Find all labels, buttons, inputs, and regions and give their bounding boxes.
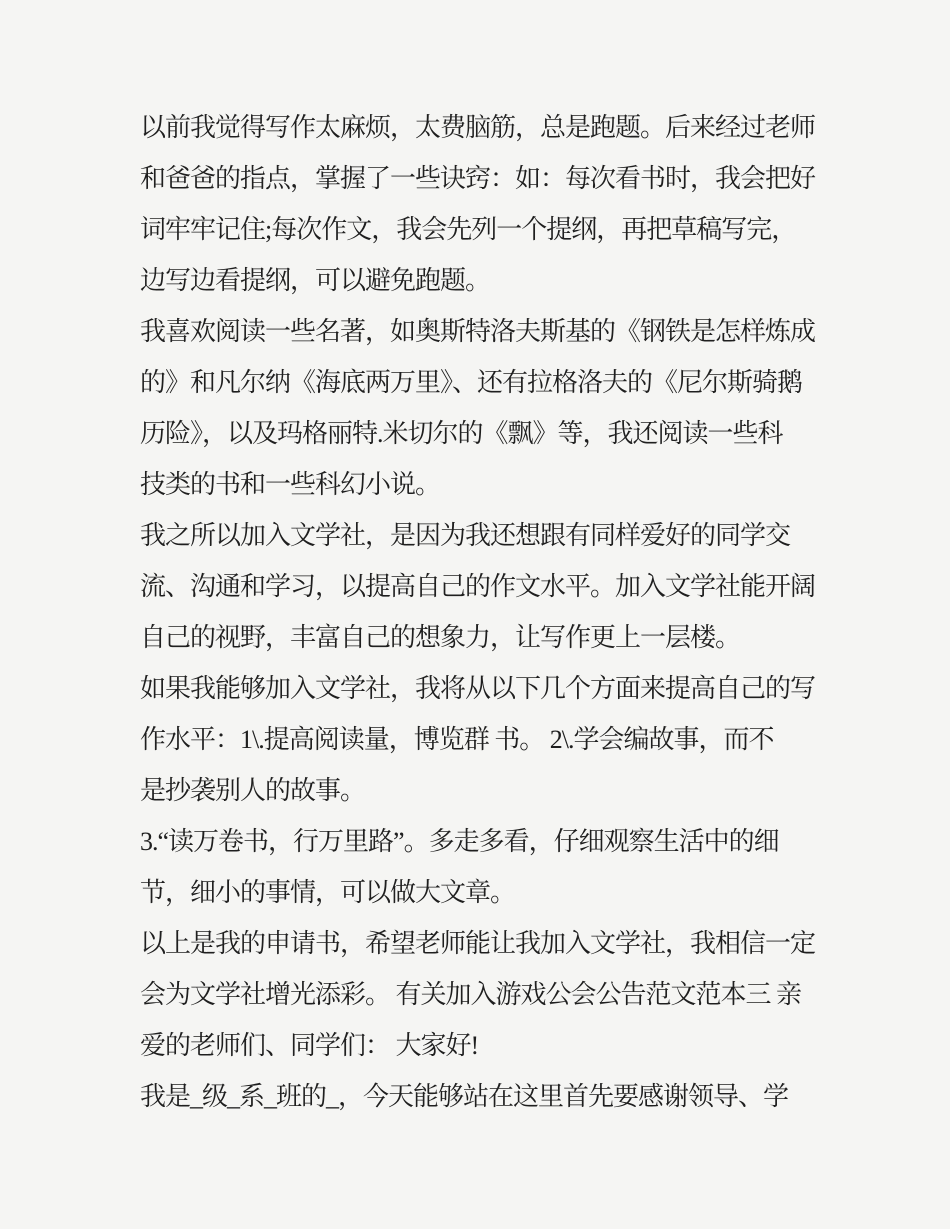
text-line: 边写边看提纲，可以避免跑题。 xyxy=(140,266,491,295)
text-line: 技类的书和一些科幻小说。 xyxy=(140,470,441,499)
text-line: 会为文学社增光添彩。 有关加入游戏公会公告范文范本三 亲 xyxy=(140,980,802,1009)
text-line: 是抄袭别人的故事。 xyxy=(140,776,366,805)
paragraph xyxy=(140,918,845,1071)
paragraph xyxy=(140,510,845,663)
text-line: 如果我能够加入文学社，我将从以下几个方面来提高自己的写 xyxy=(140,674,816,703)
text-line: 节，细小的事情，可以做大文章。 xyxy=(140,878,516,907)
text-line: 我之所以加入文学社，是因为我还想跟有同样爱好的同学交 xyxy=(140,521,791,550)
paragraph xyxy=(140,816,845,918)
text-line: 自己的视野，丰富自己的想象力，让写作更上一层楼。 xyxy=(140,623,741,652)
text-line: 以上是我的申请书，希望老师能让我加入文学社，我相信一定 xyxy=(140,929,816,958)
text-line: 的》和凡尔纳《海底两万里》、还有拉格洛夫的《尼尔斯骑鹅 xyxy=(140,368,803,397)
text-line: 我是_级_系_班的_，今天能够站在这里首先要感谢领导、学 xyxy=(140,1082,789,1111)
document-body xyxy=(140,102,845,1122)
text-line: 词牢牢记住;每次作文，我会先列一个提纲，再把草稿写完， xyxy=(140,215,797,244)
paragraph xyxy=(140,1071,845,1122)
text-line: 我喜欢阅读一些名著，如奥斯特洛夫斯基的《钢铁是怎样炼成 xyxy=(140,317,816,346)
paragraph xyxy=(140,102,845,306)
text-line: 历险》，以及玛格丽特.米切尔的《飘》等，我还阅读一些科 xyxy=(140,419,783,448)
document-page xyxy=(140,102,845,1122)
text-line: 3.“读万卷书，行万里路”。多走多看，仔细观察生活中的细 xyxy=(140,827,779,856)
text-line: 作水平：1\.提高阅读量，博览群 书。 2\.学会编故事，而不 xyxy=(140,725,774,754)
paragraph xyxy=(140,306,845,510)
text-line: 和爸爸的指点，掌握了一些诀窍：如：每次看书时，我会把好 xyxy=(140,164,816,193)
text-line: 以前我觉得写作太麻烦，太费脑筋，总是跑题。后来经过老师 xyxy=(140,113,816,142)
paragraph xyxy=(140,663,845,816)
text-line: 流、沟通和学习，以提高自己的作文水平。加入文学社能开阔 xyxy=(140,572,816,601)
text-line: 爱的老师们、同学们： 大家好! xyxy=(140,1031,479,1060)
